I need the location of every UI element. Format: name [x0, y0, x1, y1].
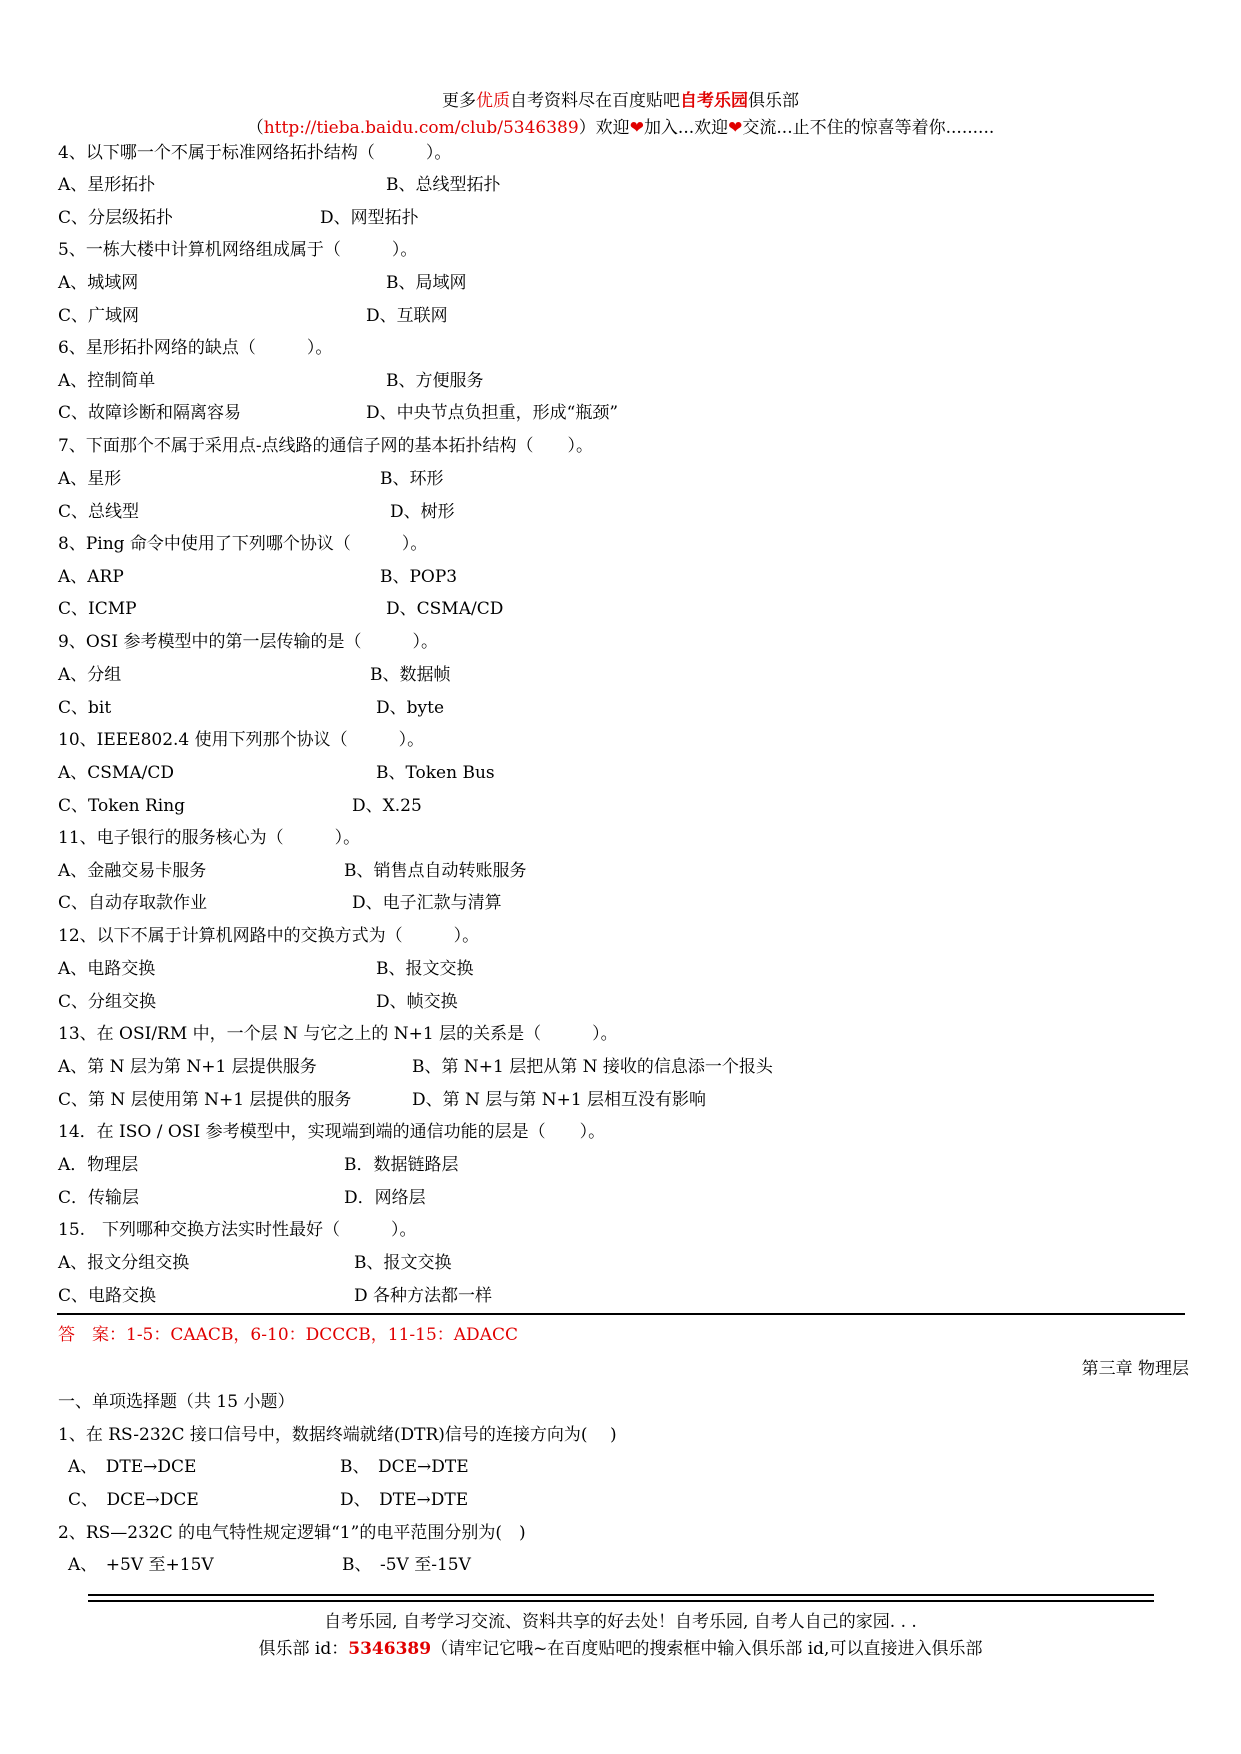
- header-text-post: 俱乐部: [748, 91, 799, 111]
- option-a: A、控制简单: [58, 371, 156, 391]
- option-b: B、环形: [380, 469, 444, 489]
- option-b: B、报文交换: [354, 1253, 452, 1273]
- option-a: A、ARP: [58, 567, 124, 587]
- answer-key: 答 案：1-5：CAACB，6-10：DCCCB，11-15：ADACC: [58, 1325, 518, 1345]
- option-c: C、ICMP: [58, 599, 137, 619]
- question-14: 14．在 ISO / OSI 参考模型中，实现端到端的通信功能的层是（ ）。: [58, 1122, 606, 1142]
- option-a: A、 +5V 至+15V: [68, 1555, 214, 1575]
- option-c: C、分组交换: [58, 992, 157, 1012]
- question-5: 5、一栋大楼中计算机网络组成属于（ ）。: [58, 240, 418, 260]
- option-b: B、Token Bus: [376, 763, 495, 783]
- option-a: A、 DTE→DCE: [68, 1457, 197, 1477]
- question-11: 11、电子银行的服务核心为（ ）。: [58, 828, 361, 848]
- option-a: A、星形拓扑: [58, 175, 156, 195]
- header-line-1: [0, 86, 1241, 111]
- footer-club-hint: （请牢记它哦~在百度贴吧的搜索框中输入俱乐部 id,可以直接进入俱乐部: [431, 1639, 983, 1659]
- option-d: D、CSMA/CD: [386, 599, 504, 619]
- header-line-2: [0, 113, 1241, 138]
- option-d: D、 DTE→DTE: [340, 1490, 469, 1510]
- footer-club-label: 俱乐部 id：: [258, 1639, 349, 1659]
- option-b: B、POP3: [380, 567, 458, 587]
- section-title: 一、单项选择题（共 15 小题）: [58, 1392, 295, 1412]
- option-b: B、销售点自动转账服务: [344, 861, 527, 881]
- question-10: 10、IEEE802.4 使用下列那个协议（ ）。: [58, 730, 425, 750]
- footer-line-2: [0, 1634, 1241, 1659]
- header-text-highlight: 优质: [476, 91, 510, 111]
- option-d: D、电子汇款与清算: [352, 893, 502, 913]
- option-a: A、城域网: [58, 273, 139, 293]
- header-text-pre: 更多: [442, 91, 476, 111]
- option-a: A、第 N 层为第 N+1 层提供服务: [58, 1057, 317, 1077]
- option-c: C、电路交换: [58, 1286, 157, 1306]
- ch3-question-1: 1、在 RS-232C 接口信号中，数据终端就绪(DTR)信号的连接方向为( ): [58, 1425, 617, 1445]
- header-welcome-c: 交流...止不住的惊喜等着你.........: [742, 118, 995, 138]
- option-a: A、分组: [58, 665, 122, 685]
- option-a: A、CSMA/CD: [58, 763, 174, 783]
- question-8: 8、Ping 命令中使用了下列哪个协议（ ）。: [58, 534, 428, 554]
- section-divider: [57, 1313, 1185, 1315]
- footer-divider: [88, 1594, 1154, 1602]
- option-d: D、树形: [390, 502, 455, 522]
- option-b: B、报文交换: [376, 959, 474, 979]
- option-d: D、第 N 层与第 N+1 层相互没有影响: [412, 1090, 707, 1110]
- footer-line-1: 自考乐园, 自考学习交流、资料共享的好去处！自考乐园, 自考人自己的家园. . .: [324, 1612, 917, 1632]
- chapter-title: 第三章 物理层: [1081, 1359, 1189, 1379]
- footer-club-id: 5346389: [348, 1639, 432, 1659]
- header-welcome-b: 加入...欢迎: [643, 118, 729, 138]
- option-b: B、数据帧: [370, 665, 451, 685]
- option-b: B、方便服务: [386, 371, 484, 391]
- option-c: C、自动存取款作业: [58, 893, 208, 913]
- option-c: C、第 N 层使用第 N+1 层提供的服务: [58, 1090, 352, 1110]
- option-d: D、互联网: [366, 306, 448, 326]
- question-4: 4、以下哪一个不属于标准网络拓扑结构（ ）。: [58, 143, 452, 163]
- option-c: C、故障诊断和隔离容易: [58, 403, 242, 423]
- question-6: 6、星形拓扑网络的缺点（ ）。: [58, 338, 333, 358]
- question-12: 12、以下不属于计算机网路中的交换方式为（ ）。: [58, 926, 480, 946]
- option-a: A．物理层: [58, 1155, 139, 1175]
- option-a: A、星形: [58, 469, 122, 489]
- option-b: B．数据链路层: [344, 1155, 459, 1175]
- header-text-mid: 自考资料尽在百度贴吧: [510, 91, 680, 111]
- option-c: C、广域网: [58, 306, 140, 326]
- option-a: A、电路交换: [58, 959, 156, 979]
- option-b: B、第 N+1 层把从第 N 接收的信息添一个报头: [412, 1057, 773, 1077]
- question-9: 9、OSI 参考模型中的第一层传输的是（ ）。: [58, 632, 439, 652]
- option-b: B、 DCE→DTE: [340, 1457, 469, 1477]
- option-d: D、网型拓扑: [320, 208, 419, 228]
- option-d: D、X.25: [352, 796, 422, 816]
- header-paren: （: [246, 118, 264, 138]
- option-d: D、中央节点负担重，形成“瓶颈”: [366, 403, 619, 423]
- option-c: C、 DCE→DCE: [68, 1490, 199, 1510]
- option-b: B、局域网: [386, 273, 467, 293]
- option-d: D、byte: [376, 698, 445, 718]
- option-d: D、帧交换: [376, 992, 458, 1012]
- question-13: 13、在 OSI/RM 中，一个层 N 与它之上的 N+1 层的关系是（ ）。: [58, 1024, 618, 1044]
- header-brand: 自考乐园: [680, 91, 748, 111]
- option-b: B、 -5V 至-15V: [342, 1555, 471, 1575]
- option-a: A、金融交易卡服务: [58, 861, 207, 881]
- option-c: C、bit: [58, 698, 112, 718]
- option-a: A、报文分组交换: [58, 1253, 190, 1273]
- header-link[interactable]: http://tieba.baidu.com/club/5346389: [263, 118, 579, 138]
- header-welcome-a: ）欢迎: [578, 118, 630, 138]
- option-b: B、总线型拓扑: [386, 175, 501, 195]
- question-7: 7、下面那个不属于采用点-点线路的通信子网的基本拓扑结构（ ）。: [58, 436, 594, 456]
- option-c: C．传输层: [58, 1188, 140, 1208]
- ch3-question-2: 2、RS—232C 的电气特性规定逻辑“1”的电平范围分别为( ): [58, 1523, 526, 1543]
- option-c: C、分层级拓扑: [58, 208, 174, 228]
- question-15: 15. 下列哪种交换方法实时性最好（ ）。: [58, 1220, 417, 1240]
- heart-icon: ❤: [728, 118, 743, 138]
- option-c: C、总线型: [58, 502, 140, 522]
- option-d: D 各种方法都一样: [354, 1286, 493, 1306]
- heart-icon: ❤: [629, 118, 644, 138]
- option-c: C、Token Ring: [58, 796, 186, 816]
- option-d: D．网络层: [344, 1188, 426, 1208]
